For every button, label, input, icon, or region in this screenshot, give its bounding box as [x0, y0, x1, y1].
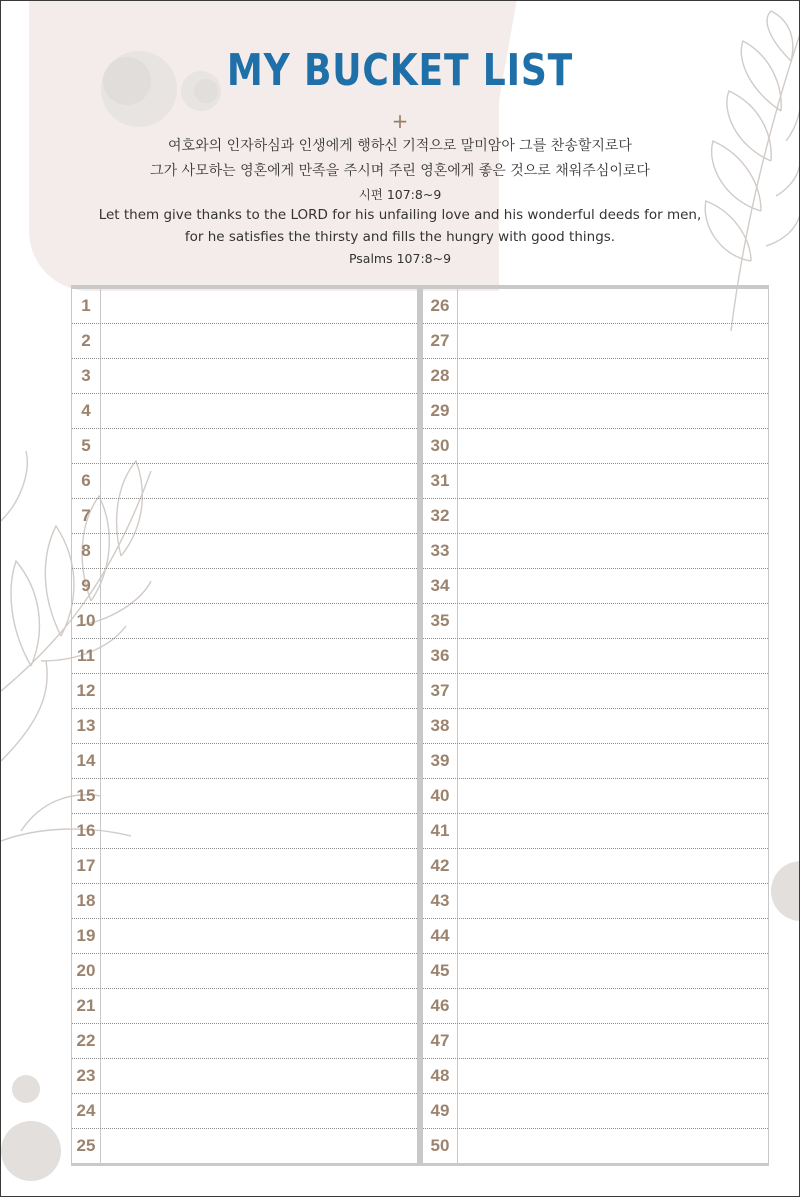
list-item-number: 3: [81, 366, 91, 385]
list-item-number: 50: [430, 1136, 450, 1155]
list-item-number: 23: [76, 1066, 96, 1085]
list-item[interactable]: [72, 604, 417, 639]
list-item[interactable]: [72, 709, 417, 744]
list-item[interactable]: [423, 849, 768, 884]
list-item-number: 49: [430, 1101, 450, 1120]
list-item[interactable]: [423, 534, 768, 569]
list-item-number: 15: [76, 786, 96, 805]
list-item[interactable]: [423, 814, 768, 849]
list-item-number: 45: [430, 961, 450, 980]
list-item[interactable]: [72, 394, 417, 429]
list-column-left: [71, 285, 418, 1166]
list-item[interactable]: [423, 779, 768, 814]
list-item-number: 48: [430, 1066, 450, 1085]
list-item-number: 44: [430, 926, 450, 945]
list-item[interactable]: [423, 359, 768, 394]
list-item[interactable]: [72, 1094, 417, 1129]
list-item[interactable]: [72, 534, 417, 569]
verse-korean-line-1: 여호와의 인자하심과 인생에게 행하신 기적으로 말미암아 그를 찬송할지로다: [168, 138, 632, 154]
list-item-number: 36: [430, 646, 450, 665]
list-item[interactable]: [423, 289, 768, 324]
list-item[interactable]: [423, 1129, 768, 1163]
list-item[interactable]: [72, 1059, 417, 1094]
list-item[interactable]: [423, 429, 768, 464]
list-item-number: 6: [81, 471, 91, 490]
column-bottom-bar: [422, 1163, 769, 1166]
column-bottom-bar: [71, 1163, 418, 1166]
list-item-number: 24: [76, 1101, 96, 1120]
list-item-number: 2: [81, 331, 91, 350]
list-item[interactable]: [72, 779, 417, 814]
list-item-number: 8: [81, 541, 91, 560]
list-item[interactable]: [423, 639, 768, 674]
list-item[interactable]: [72, 324, 417, 359]
list-item-number: 28: [430, 366, 450, 385]
list-item[interactable]: [423, 744, 768, 779]
list-item[interactable]: [423, 954, 768, 989]
list-rows-left: [71, 289, 418, 1163]
list-item-number: 27: [430, 331, 450, 350]
list-item-number: 46: [430, 996, 450, 1015]
verse-english-line-2: for he satisfies the thirsty and fills the hungry with good things.: [184, 229, 616, 245]
list-item-number: 32: [430, 506, 450, 525]
list-item-number: 42: [430, 856, 450, 875]
list-item[interactable]: [72, 639, 417, 674]
list-item-number: 5: [81, 436, 91, 455]
list-item-number: 7: [81, 506, 91, 525]
list-item[interactable]: [423, 324, 768, 359]
list-item-number: 12: [76, 681, 96, 700]
list-item-number: 11: [77, 646, 95, 665]
list-item[interactable]: [423, 674, 768, 709]
list-item[interactable]: [423, 394, 768, 429]
verse-english-reference: Psalms 107:8~9: [348, 251, 452, 266]
list-item-number: 1: [81, 296, 91, 315]
list-rows-right: [422, 289, 769, 1163]
list-item[interactable]: [423, 1094, 768, 1129]
list-item-number: 34: [430, 576, 450, 595]
list-item-number: 29: [430, 401, 450, 420]
list-item-number: 38: [430, 716, 450, 735]
list-item[interactable]: [72, 954, 417, 989]
list-item[interactable]: [72, 849, 417, 884]
list-item-number: 39: [430, 751, 450, 770]
list-item[interactable]: [72, 744, 417, 779]
list-item-number: 25: [76, 1136, 96, 1155]
list-column-right: [422, 285, 769, 1166]
list-item-number: 14: [76, 751, 96, 770]
list-item-number: 21: [76, 996, 96, 1015]
verse-english-line-1: Let them give thanks to the LORD for his unfailing love and his wonderful deeds for men,: [98, 207, 702, 223]
list-item[interactable]: [423, 499, 768, 534]
list-item[interactable]: [423, 989, 768, 1024]
list-item-number: 19: [76, 926, 96, 945]
list-item-number: 4: [81, 401, 91, 420]
list-item[interactable]: [72, 289, 417, 324]
list-item[interactable]: [423, 1024, 768, 1059]
list-item-number: 47: [430, 1031, 450, 1050]
list-item[interactable]: [423, 604, 768, 639]
list-item-number: 22: [76, 1031, 96, 1050]
list-item[interactable]: [72, 464, 417, 499]
list-item[interactable]: [72, 359, 417, 394]
list-item-number: 41: [430, 821, 450, 840]
plus-divider: +: [391, 109, 409, 133]
list-item[interactable]: [423, 464, 768, 499]
list-item-number: 43: [430, 891, 450, 910]
list-item-number: 26: [430, 296, 450, 315]
list-item[interactable]: [72, 919, 417, 954]
list-item-number: 13: [76, 716, 96, 735]
list-item[interactable]: [72, 1129, 417, 1163]
list-item-number: 33: [430, 541, 450, 560]
list-item-number: 31: [430, 471, 450, 490]
list-item-number: 18: [76, 891, 96, 910]
list-item[interactable]: [423, 709, 768, 744]
list-item[interactable]: [72, 814, 417, 849]
list-item[interactable]: [72, 884, 417, 919]
list-item-number: 9: [81, 576, 91, 595]
list-item-number: 37: [430, 681, 450, 700]
list-item-number: 16: [76, 821, 96, 840]
verse-korean-reference: 시편 107:8~9: [358, 187, 442, 202]
list-item[interactable]: [72, 989, 417, 1024]
list-item[interactable]: [72, 429, 417, 464]
list-item[interactable]: [423, 1059, 768, 1094]
list-item[interactable]: [72, 674, 417, 709]
page-title: MY BUCKET LIST: [226, 45, 574, 96]
list-item-number: 30: [430, 436, 450, 455]
list-item[interactable]: [423, 919, 768, 954]
list-item[interactable]: [72, 569, 417, 604]
list-item-number: 10: [76, 611, 96, 630]
verse-korean-line-2: 그가 사모하는 영혼에게 만족을 주시며 주린 영혼에게 좋은 것으로 채워주심이로다: [150, 163, 650, 179]
list-item[interactable]: [423, 569, 768, 604]
list-item-number: 35: [430, 611, 450, 630]
list-item[interactable]: [72, 499, 417, 534]
list-item-number: 20: [76, 961, 96, 980]
list-item-number: 17: [76, 856, 96, 875]
list-item[interactable]: [423, 884, 768, 919]
list-item-number: 40: [430, 786, 450, 805]
list-item[interactable]: [72, 1024, 417, 1059]
